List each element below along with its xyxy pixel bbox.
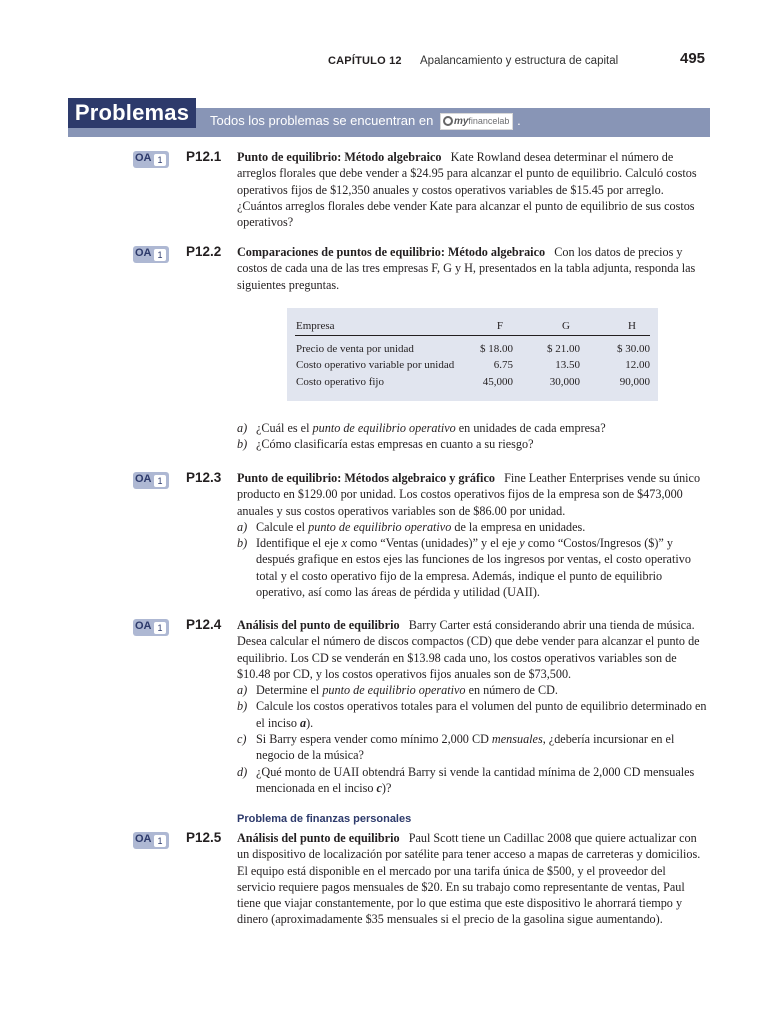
problem-number: P12.3 bbox=[186, 470, 222, 485]
chapter-label: CAPÍTULO 12 bbox=[328, 55, 402, 67]
banner-text-label: Todos los problemas se encuentran en bbox=[210, 113, 434, 128]
page-number: 495 bbox=[680, 50, 706, 67]
badge-label: OA bbox=[135, 247, 152, 259]
problem-body bbox=[237, 244, 707, 293]
cell-h: 90,000 bbox=[619, 376, 650, 388]
badge-number: 1 bbox=[154, 154, 166, 166]
item-letter: a) bbox=[237, 683, 248, 698]
table-header-empresa: Empresa bbox=[296, 320, 335, 332]
learning-objective-badge bbox=[133, 151, 169, 168]
cell-g: $ 21.00 bbox=[547, 343, 580, 355]
list-item: c) Si Barry espera vender como mínimo 2,000 CD mensuales, ¿debería incursionar en el negocio de la música? bbox=[237, 732, 675, 763]
personal-finance-heading: Problema de finanzas personales bbox=[237, 813, 412, 825]
cell-f: 45,000 bbox=[482, 376, 513, 388]
cell-g: 13.50 bbox=[555, 359, 580, 371]
myfinancelab-logo[interactable]: myfinancelab bbox=[440, 113, 514, 130]
problem-text: Con los datos de precios y costos de cada una de las tres empresas F, G y H, presentados en la tabla adjunta, responda las siguientes preguntas. bbox=[237, 245, 696, 292]
problem-text: Fine Leather Enterprises vende su único producto en $129.00 por unidad. Los costos operativos fijos de la empresa son de $473,000 anuales y sus costos operativos variables son de $86.00 por unidad. bbox=[237, 471, 701, 518]
problem-number: P12.2 bbox=[186, 244, 222, 259]
item-letter: b) bbox=[237, 536, 248, 551]
list-item: a) ¿Cuál es el punto de equilibrio operativo en unidades de cada empresa? bbox=[237, 421, 606, 435]
chapter-title: Apalancamiento y estructura de capital bbox=[420, 55, 619, 67]
badge-number: 1 bbox=[154, 475, 166, 487]
list-item: b) ¿Cómo clasificaría estas empresas en cuanto a su riesgo? bbox=[237, 437, 534, 452]
problem-text: Kate Rowland desea determinar el número de arreglos florales que debe vender a $24.95 para alcanzar el punto de equilibrio. Calculó costos operativos fijos de $12,350 anuales y costos operativos variables de $15.45 por arreglo. ¿Cuántos arreglos florales debe vender Kate para alcanzar el punto de equilibrio de sus costos operativos? bbox=[237, 150, 697, 230]
problem-p12-2-items bbox=[237, 420, 707, 453]
table-header-h: H bbox=[628, 320, 636, 332]
table-row bbox=[287, 376, 658, 393]
learning-objective-badge bbox=[133, 246, 169, 263]
badge-label: OA bbox=[135, 620, 152, 632]
section-banner bbox=[68, 98, 710, 138]
running-header bbox=[0, 50, 768, 74]
problem-body bbox=[237, 830, 707, 928]
price-cost-table bbox=[287, 308, 658, 401]
problem-number: P12.4 bbox=[186, 617, 222, 632]
row-label: Precio de venta por unidad bbox=[296, 343, 414, 355]
item-letter: c) bbox=[237, 732, 247, 747]
badge-label: OA bbox=[135, 833, 152, 845]
problem-title: Punto de equilibrio: Método algebraico bbox=[237, 150, 442, 164]
list-item: b) Calcule los costos operativos totales para el volumen del punto de equilibrio determinado en el inciso a). bbox=[237, 699, 707, 730]
problem-title: Análisis del punto de equilibrio bbox=[237, 831, 400, 845]
cell-h: 12.00 bbox=[625, 359, 650, 371]
learning-objective-badge bbox=[133, 619, 169, 636]
item-letter: a) bbox=[237, 519, 248, 534]
table-row bbox=[287, 343, 658, 360]
list-item: d) ¿Qué monto de UAII obtendrá Barry si vende la cantidad mínima de 2,000 CD mensuales mencionada en el inciso c)? bbox=[237, 764, 695, 795]
problem-title: Punto de equilibrio: Métodos algebraico y gráfico bbox=[237, 471, 495, 485]
table-header-g: G bbox=[562, 320, 570, 332]
cell-f: 6.75 bbox=[493, 359, 513, 371]
badge-number: 1 bbox=[154, 622, 166, 634]
item-letter: a) bbox=[237, 421, 248, 435]
cell-f: $ 18.00 bbox=[480, 343, 513, 355]
learning-objective-badge bbox=[133, 832, 169, 849]
list-item: b) Identifique el eje x como “Ventas (unidades)” y el eje y como “Costos/Ingresos ($)” y después grafique en estos ejes las funciones de los ingresos por ventas, el costo operativo total y el costo operativo fijo de la empresa. Además, indique el punto de equilibrio operativo, así como las áreas de pérdida y utilidad (UAII). bbox=[237, 536, 691, 600]
row-label: Costo operativo variable por unidad bbox=[296, 359, 455, 371]
gear-icon bbox=[443, 116, 453, 126]
problem-number: P12.1 bbox=[186, 149, 222, 164]
cell-g: 30,000 bbox=[549, 376, 580, 388]
problem-body bbox=[237, 149, 707, 230]
section-title: Problemas bbox=[68, 98, 196, 128]
problem-text: Barry Carter está considerando abrir una tienda de música. Desea calcular el número de discos compactos (CD) que debe vender para alcanzar el punto de equilibrio. Los CD se venderán en $13.98 cada uno, los costos operativos variables son de $10.48 por CD, y los costos operativos fijos anuales son de $73,500. bbox=[237, 618, 700, 681]
table-row bbox=[287, 359, 658, 376]
problem-title: Análisis del punto de equilibrio bbox=[237, 618, 400, 632]
badge-number: 1 bbox=[154, 835, 166, 847]
banner-text bbox=[210, 113, 521, 130]
item-letter: d) bbox=[237, 764, 248, 779]
problem-body bbox=[237, 617, 707, 796]
problem-title: Comparaciones de puntos de equilibrio: Método algebraico bbox=[237, 245, 546, 259]
table-header-rule bbox=[295, 335, 650, 336]
cell-h: $ 30.00 bbox=[617, 343, 650, 355]
row-label: Costo operativo fijo bbox=[296, 376, 384, 388]
problem-body bbox=[237, 470, 707, 600]
item-letter: b) bbox=[237, 437, 248, 452]
table-header-f: F bbox=[496, 320, 503, 332]
list-item: a) Determine el punto de equilibrio operativo en número de CD. bbox=[237, 683, 558, 698]
badge-number: 1 bbox=[154, 249, 166, 261]
problem-number: P12.5 bbox=[186, 830, 222, 845]
problem-text: Paul Scott tiene un Cadillac 2008 que quiere actualizar con un dispositivo de localización por satélite para tener acceso a mapas de carreteras y domicilios. El equipo está disponible en el mercado por una tarifa única de $500, y el proveedor del servicio requiere pagos mensuales de $20. En su trabajo como representante de ventas, Paul tiene que viajar constantemente, por lo que estima que este dispositivo le ahorrará tiempo y dinero (aproximadamente $35 mensuales si el precio de la gasolina sigue aumentando). bbox=[237, 831, 701, 927]
badge-label: OA bbox=[135, 473, 152, 485]
list-item: a) Calcule el punto de equilibrio operativo de la empresa en unidades. bbox=[237, 519, 586, 534]
banner-period: . bbox=[517, 113, 521, 128]
item-letter: b) bbox=[237, 699, 248, 714]
badge-label: OA bbox=[135, 152, 152, 164]
learning-objective-badge bbox=[133, 472, 169, 489]
